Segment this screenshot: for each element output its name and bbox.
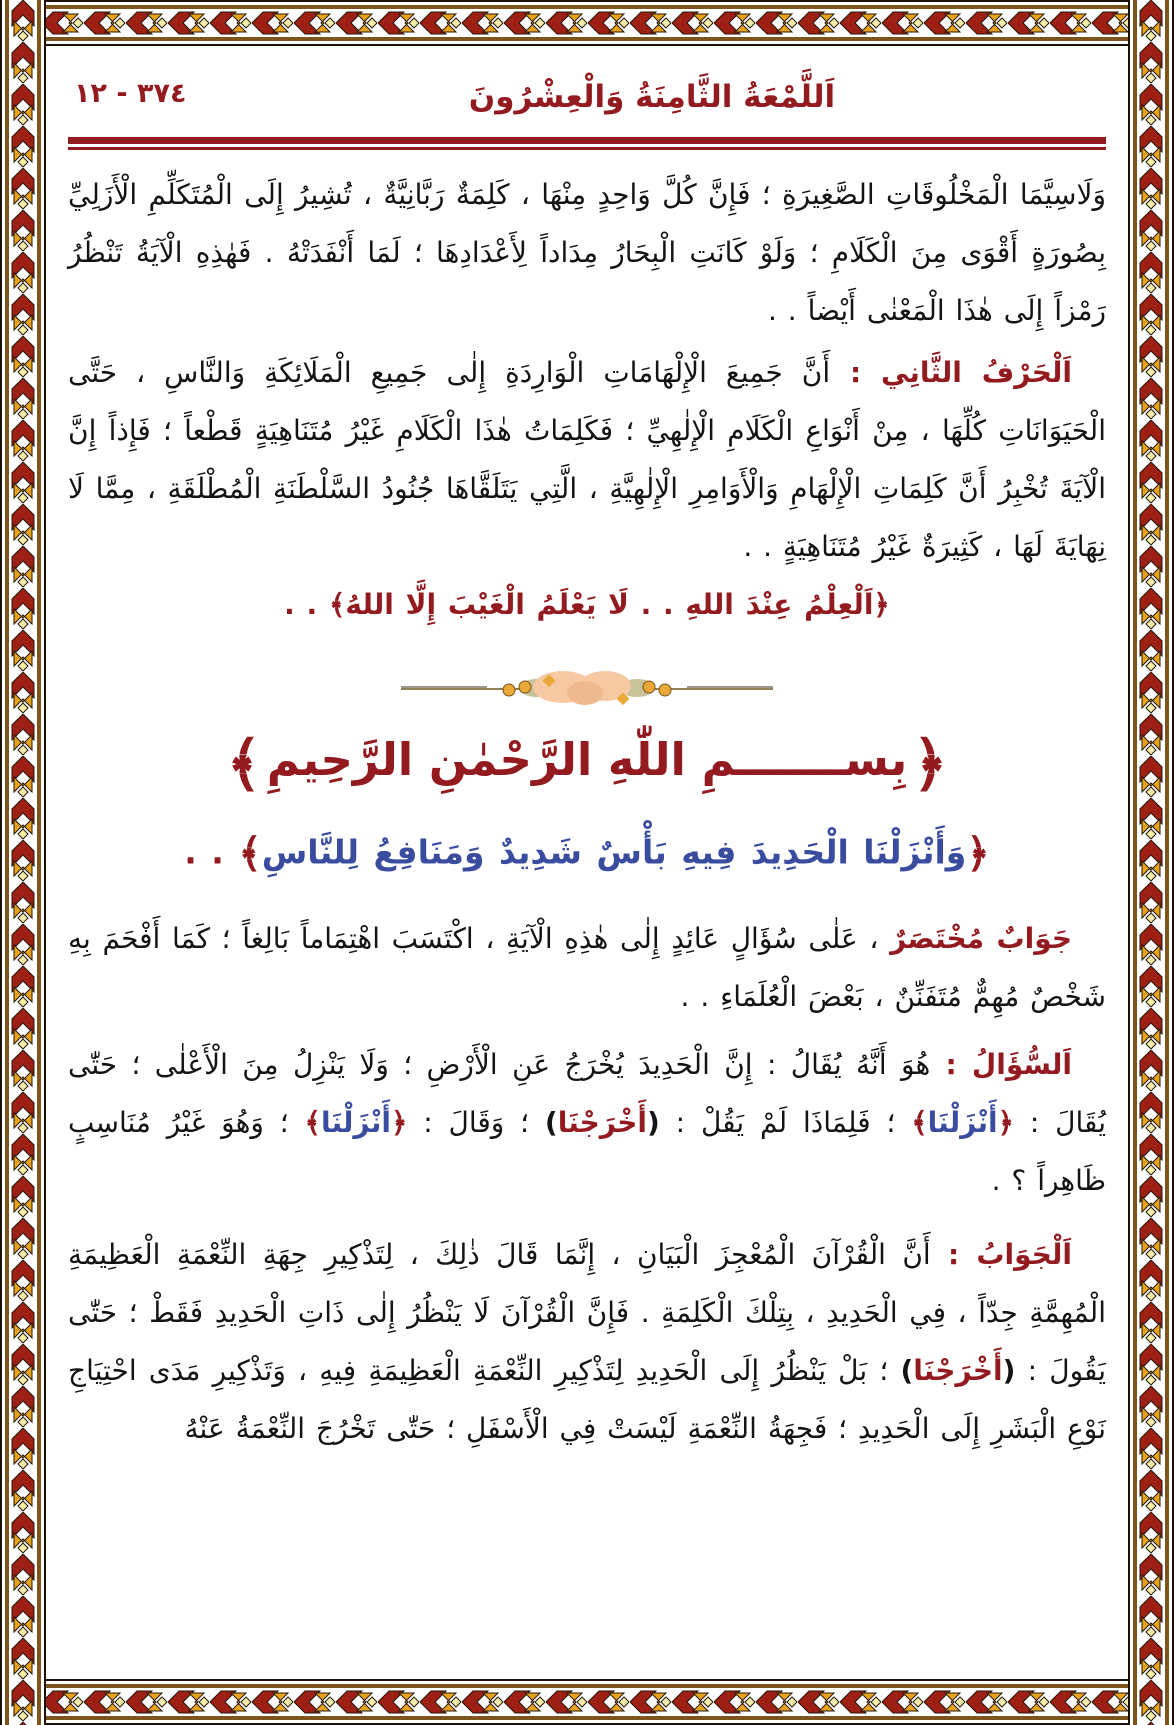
ornamental-border-left — [0, 0, 46, 1725]
text-segment: أَخْرَجْنَا — [557, 1105, 648, 1139]
text-segment: أَنْزَلْنَا — [927, 1105, 998, 1139]
paragraph-question — [68, 1036, 1106, 1210]
header-double-rule — [68, 137, 1106, 150]
page-header — [68, 68, 1106, 150]
text-segment: ( — [647, 1105, 660, 1139]
text-segment: ﴿ — [997, 1105, 1015, 1139]
ornamental-border-right — [1128, 0, 1174, 1725]
text-segment: أَخْرَجْنَا — [913, 1353, 1003, 1387]
page-content — [46, 46, 1128, 1679]
bismillah-text: بِســـــــمِ اللّٰهِ الرَّحْمٰنِ الرَّحِيمِ — [266, 732, 908, 786]
document-body — [68, 166, 1106, 1458]
page-title: اَللَّمْعَةُ الثَّامِنَةُ وَالْعِشْرُونَ — [468, 79, 836, 115]
hadith-quote-line — [68, 576, 1106, 634]
text-segment: ﴾ — [911, 1105, 928, 1139]
text-segment: اَلسُّؤَالُ : — [930, 1047, 1072, 1081]
text-segment: ؛ بَلْ يَنْظُرُ إِلَى الْحَدِيدِ لِتَذْكِيرِ النِّعْمَةِ الْعَظِيمَةِ فِيهِ ، وَتَذْكِيرِ مَدَى احْتِيَاجِ نَوْعِ الْبَشَرِ إِلَى الْحَدِيدِ ؛ فَجِهَةُ النِّعْمَةِ لَيْسَتْ فِي الْأَسْفَلِ ؛ حَتّٰى تَخْرُجَ النِّعْمَةُ عَنْهُ — [68, 1353, 1106, 1445]
ornamental-border-top — [0, 0, 1174, 46]
paragraph-brief-answer — [68, 910, 1106, 1026]
paragraph-continuation — [68, 166, 1106, 340]
quran-verse-hadid — [68, 822, 1106, 886]
text-segment: ؛ وَهُوَ غَيْرُ مُنَاسِبٍ ظَاهِراً ؟ . — [68, 1105, 1106, 1197]
floral-divider-icon — [397, 668, 777, 708]
text-segment: أَنَّ الْقُرْآنَ الْمُعْجِزَ الْبَيَانِ ، إِنَّمَا قَالَ ذٰلِكَ ، لِتَذْكِيرِ جِهَةِ النِّعْمَةِ الْعَظِيمَةِ الْمُهِمَّةِ جِدّاً ، فِي الْحَدِيدِ ، بِتِلْكَ الْكَلِمَةِ . فَإِنَّ الْقُرْآنَ لَا يَنْظُرُ إِلٰى ذَاتِ الْحَدِيدِ فَقَطْ ؛ حَتّٰى يَقُولَ : — [68, 1237, 1106, 1387]
bismillah-close-ornament-icon: ﴾ — [226, 728, 262, 799]
bismillah-calligraphy — [68, 728, 1106, 808]
text-segment: وَلَاسِيَّمَا الْمَخْلُوقَاتِ الصَّغِيرَةِ ؛ فَإِنَّ كُلَّ وَاحِدٍ مِنْهَا ، كَلِمَةٌ رَبَّانِيَّةٌ ، تُشِيرُ إِلَى الْمُتَكَلِّمِ الْأَزَلِيِّ بِصُورَةٍ أَقْوَى مِنَ الْكَلَامِ ؛ وَلَوْ كَانَتِ الْبِحَارُ مِدَاداً لِأَعْدَادِهَا ؛ لَمَا أَنْفَدَتْهُ . فَهٰذِهِ الْآيَةُ تَنْظُرُ رَمْزاً إِلَى هٰذَا الْمَعْنٰى أَيْضاً . . — [68, 177, 1106, 327]
page-number: ٣٧٤ - ١٢ — [74, 78, 187, 109]
text-segment: ( — [1002, 1353, 1016, 1387]
paragraph-answer — [68, 1226, 1106, 1458]
text-segment: ﴾ — [304, 1105, 321, 1139]
text-segment: ﴾ — [238, 830, 262, 877]
paragraph-second-letter — [68, 344, 1106, 576]
text-segment: ؛ فَلِمَاذَا لَمْ يَقُلْ : — [659, 1105, 912, 1139]
text-segment: ) — [900, 1353, 914, 1387]
text-segment: هُوَ أَنَّهُ يُقَالُ : إِنَّ الْحَدِيدَ يُخْرَجُ عَنِ الْأَرْضِ ؛ وَلَا يَنْزِلُ مِنَ الْأَعْلٰى ؛ حَتّٰى يُقَالَ : — [68, 1047, 1107, 1139]
bismillah-open-ornament-icon: ﴿ — [912, 728, 948, 799]
text-segment: اَلْحَرْفُ الثَّانِي : — [830, 355, 1072, 389]
text-segment: ﴿اَلْعِلْمُ عِنْدَ اللهِ . . لَا يَعْلَمُ الْغَيْبَ إِلَّا اللهُ﴾ . . — [284, 587, 890, 621]
text-segment: ﴿ — [966, 830, 990, 877]
ornamental-border-bottom — [0, 1679, 1174, 1725]
text-segment: أَنَّ جَمِيعَ الْإِلْهَامَاتِ الْوَارِدَةِ إِلٰى جَمِيعِ الْمَلَائِكَةِ وَالنَّاسِ ، حَتَّى الْحَيَوَانَاتِ كُلِّهَا ، مِنْ أَنْوَاعِ الْكَلَامِ الْإِلٰهِيِّ ؛ فَكَلِمَاتُ هٰذَا الْكَلَامِ غَيْرُ مُتَنَاهِيَةٍ قَطْعاً ؛ فَإِذاً إِنَّ الْآيَةَ تُخْبِرُ أَنَّ كَلِمَاتِ الْإِلْهَامِ وَالْأَوَامِرِ الْإِلٰهِيَّةِ ، الَّتِي يَتَلَقَّاهَا جُنُودُ السَّلْطَنَةِ الْمُطْلَقَةِ ، مِمَّا لَا نِهَايَةَ لَهَا ، كَثِيرَةٌ غَيْرُ مُتَنَاهِيَةٍ . . — [68, 355, 1106, 563]
text-segment: وَأَنْزَلْنَا الْحَدِيدَ فِيهِ بَأْسٌ شَدِيدٌ وَمَنَافِعُ لِلنَّاسِ — [261, 832, 967, 872]
text-segment: ) — [544, 1105, 558, 1139]
text-segment: اَلْجَوَابُ : — [930, 1237, 1072, 1271]
floral-divider — [68, 668, 1106, 708]
text-segment: ﴿ — [390, 1105, 408, 1139]
text-segment: ؛ وَقَالَ : — [407, 1105, 545, 1139]
text-segment: . . — [184, 832, 239, 872]
text-segment: ، عَلٰى سُؤَالٍ عَائِدٍ إِلٰى هٰذِهِ الْآيَةِ ، اكْتَسَبَ اهْتِمَاماً بَالِغاً ؛ كَمَا أَفْحَمَ بِهِ شَخْصٌ مُهِمٌّ مُتَفَنِّنٌ ، بَعْضَ الْعُلَمَاءِ . . — [68, 921, 1106, 1013]
text-segment: جَوَابٌ مُخْتَصَرٌ — [890, 921, 1072, 955]
text-segment: أَنْزَلْنَا — [320, 1105, 391, 1139]
